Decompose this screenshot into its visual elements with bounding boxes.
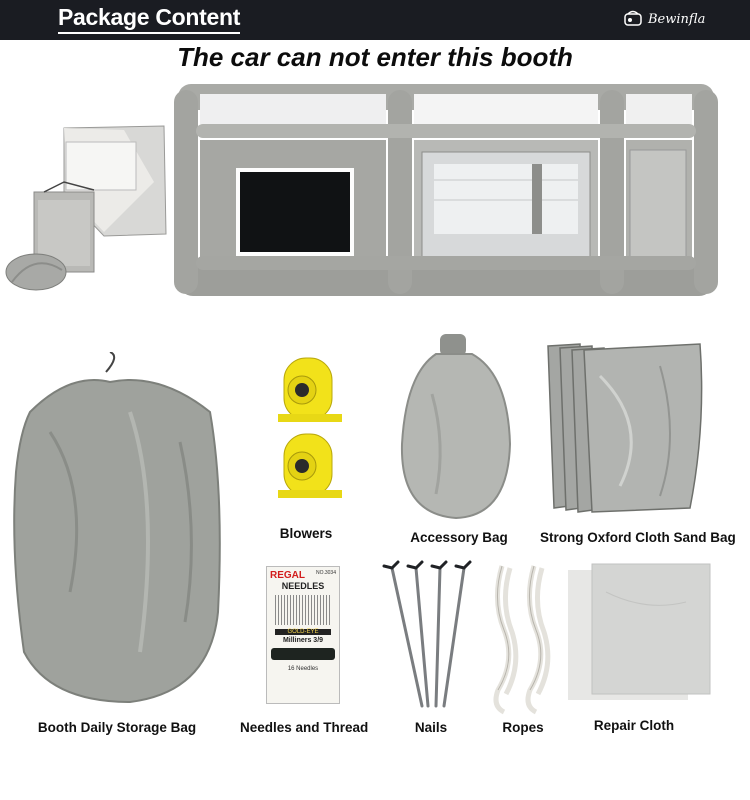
ropes-image	[482, 560, 558, 716]
caption-accessory-bag: Accessory Bag	[410, 530, 508, 545]
accessory-bag-image	[396, 334, 514, 520]
headline: The car can not enter this booth	[177, 42, 573, 72]
brand	[622, 8, 705, 30]
needles-card-image	[266, 566, 340, 704]
needle-card-sub: GOLD-EYE	[275, 629, 331, 635]
caption-nails: Nails	[414, 720, 448, 735]
sand-bags-image	[540, 336, 708, 516]
header-bar	[0, 0, 750, 40]
caption-needles: Needles and Thread	[240, 720, 369, 735]
needle-card-brand: REGAL	[270, 570, 305, 581]
caption-sand-bag: Strong Oxford Cloth Sand Bag	[540, 530, 736, 545]
brand-logo-icon	[622, 8, 644, 30]
needle-card-count: 16 Needles	[287, 666, 319, 672]
thread-band	[271, 648, 335, 660]
page-title: Package Content	[58, 4, 240, 34]
storage-bag-image	[10, 352, 224, 708]
caption-repair-cloth: Repair Cloth	[593, 718, 675, 733]
blowers-image	[274, 354, 346, 514]
repair-cloth-image	[566, 562, 712, 702]
needle-row	[275, 595, 331, 625]
needle-card-code: NO.3034	[315, 570, 336, 576]
caption-ropes: Ropes	[502, 720, 544, 735]
caption-blowers: Blowers	[279, 526, 333, 541]
folded-booth-image	[4, 122, 170, 294]
brand-name: Bewinfla	[648, 11, 706, 27]
inflatable-booth-image	[172, 80, 720, 302]
caption-storage-bag: Booth Daily Storage Bag	[37, 720, 197, 735]
nails-image	[380, 556, 480, 712]
needle-card-label: NEEDLES	[281, 581, 325, 591]
needle-card-type: Milliners 3/9	[282, 637, 324, 644]
